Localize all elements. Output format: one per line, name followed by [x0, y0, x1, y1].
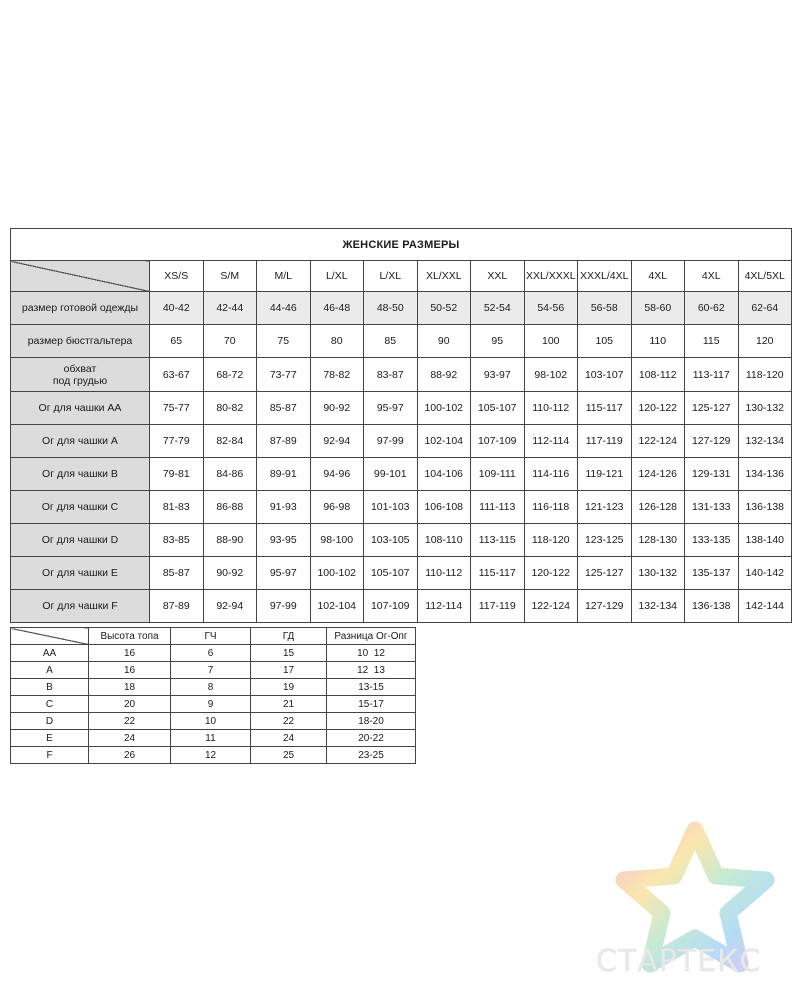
- table-cell: 84-86: [203, 458, 257, 491]
- table-cell: 92-94: [203, 590, 257, 623]
- table-cell: 104-106: [417, 458, 471, 491]
- size-header-cell: XXL: [471, 261, 525, 292]
- table-cell: 18: [89, 679, 171, 696]
- size-header-cell: XS/S: [150, 261, 204, 292]
- table-cell: 125-127: [578, 557, 632, 590]
- table-cell: 87-89: [257, 425, 311, 458]
- table-cell: 12: [171, 747, 251, 764]
- table-cell: 129-131: [685, 458, 739, 491]
- table-cell: 80: [310, 325, 364, 358]
- table-cell: 8: [171, 679, 251, 696]
- table-cell: 127-129: [578, 590, 632, 623]
- table-cell: 115: [685, 325, 739, 358]
- table-cell: 9: [171, 696, 251, 713]
- table-row: [11, 292, 792, 325]
- size-header-cell: S/M: [203, 261, 257, 292]
- row-label: Ог для чашки С: [11, 491, 150, 524]
- table-cell: 77-79: [150, 425, 204, 458]
- cup-label: C: [11, 696, 89, 713]
- table-cell: 88-90: [203, 524, 257, 557]
- table-cell: 22: [89, 713, 171, 730]
- table-cell: 42-44: [203, 292, 257, 325]
- table-cell: 50-52: [417, 292, 471, 325]
- table-cell: 96-98: [310, 491, 364, 524]
- table-row: [11, 679, 416, 696]
- table-row: [11, 325, 792, 358]
- table-cell: 68-72: [203, 358, 257, 392]
- table-cell: 95: [471, 325, 525, 358]
- table-cell: 26: [89, 747, 171, 764]
- table-cell: 107-109: [471, 425, 525, 458]
- table-cell: 107-109: [364, 590, 418, 623]
- table-cell: 83-87: [364, 358, 418, 392]
- table-cell: 142-144: [738, 590, 792, 623]
- table-cell: 105-107: [364, 557, 418, 590]
- table-cell: 89-91: [257, 458, 311, 491]
- cup-label: F: [11, 747, 89, 764]
- column-header: ГД: [251, 628, 327, 645]
- table-cell: 122-124: [631, 425, 685, 458]
- table-cell: 15-17: [327, 696, 416, 713]
- table-cell: 90-92: [203, 557, 257, 590]
- table-cell: 92-94: [310, 425, 364, 458]
- table-cell: 120-122: [631, 392, 685, 425]
- size-header-cell: M/L: [257, 261, 311, 292]
- table-row: [11, 392, 792, 425]
- table-cell: 65: [150, 325, 204, 358]
- cup-label: A: [11, 662, 89, 679]
- table-cell: 94-96: [310, 458, 364, 491]
- diagonal-header-cell: [11, 628, 89, 645]
- size-header-cell: 4XL: [685, 261, 739, 292]
- row-label: Ог для чашки В: [11, 458, 150, 491]
- table-row: [11, 662, 416, 679]
- table-cell: 122-124: [524, 590, 578, 623]
- table-cell: 85: [364, 325, 418, 358]
- table-cell: 100-102: [310, 557, 364, 590]
- table-cell: 97-99: [257, 590, 311, 623]
- table-cell: 80-82: [203, 392, 257, 425]
- table-cell: 102-104: [417, 425, 471, 458]
- table-cell: 13-15: [327, 679, 416, 696]
- table-cell: 85-87: [150, 557, 204, 590]
- table-cell: 15: [251, 645, 327, 662]
- table-cell: 86-88: [203, 491, 257, 524]
- size-header-cell: XXL/XXXL: [524, 261, 578, 292]
- table-cell: 134-136: [738, 458, 792, 491]
- table-cell: 22: [251, 713, 327, 730]
- table-cell: 113-115: [471, 524, 525, 557]
- table-cell: 70: [203, 325, 257, 358]
- table-row: [11, 358, 792, 392]
- table-cell: 19: [251, 679, 327, 696]
- size-header-cell: 4XL/5XL: [738, 261, 792, 292]
- table-cell: 116-118: [524, 491, 578, 524]
- table-cell: 110: [631, 325, 685, 358]
- table-cell: 115-117: [578, 392, 632, 425]
- table-cell: 119-121: [578, 458, 632, 491]
- size-header-cell: 4XL: [631, 261, 685, 292]
- table-cell: 62-64: [738, 292, 792, 325]
- table-cell: 97-99: [364, 425, 418, 458]
- table-row: [11, 524, 792, 557]
- table-cell: 130-132: [631, 557, 685, 590]
- table-cell: 128-130: [631, 524, 685, 557]
- row-label: размер бюстгальтера: [11, 325, 150, 358]
- table-row: [11, 590, 792, 623]
- table-cell: 136-138: [685, 590, 739, 623]
- table-cell: 140-142: [738, 557, 792, 590]
- table-cell: 102-104: [310, 590, 364, 623]
- table-cell: 101-103: [364, 491, 418, 524]
- table-cell: 52-54: [471, 292, 525, 325]
- table-cell: 106-108: [417, 491, 471, 524]
- table-cell: 58-60: [631, 292, 685, 325]
- table-cell: 10: [171, 713, 251, 730]
- table-cell: 98-100: [310, 524, 364, 557]
- table-cell: 93-95: [257, 524, 311, 557]
- table-cell: 95-97: [257, 557, 311, 590]
- table-cell: 6: [171, 645, 251, 662]
- cup-label: AA: [11, 645, 89, 662]
- table-cell: 25: [251, 747, 327, 764]
- table-cell: 114-116: [524, 458, 578, 491]
- table-cell: 75: [257, 325, 311, 358]
- table-cell: 127-129: [685, 425, 739, 458]
- table-cell: 105-107: [471, 392, 525, 425]
- table-cell: 100-102: [417, 392, 471, 425]
- row-label: Ог для чашки Е: [11, 557, 150, 590]
- table-title: ЖЕНСКИЕ РАЗМЕРЫ: [11, 229, 792, 261]
- table-cell: 24: [251, 730, 327, 747]
- table-cell: 16: [89, 645, 171, 662]
- table-cell: 73-77: [257, 358, 311, 392]
- table-cell: 18-20: [327, 713, 416, 730]
- table-cell: 112-114: [524, 425, 578, 458]
- table-cell: 81-83: [150, 491, 204, 524]
- table-cell: 138-140: [738, 524, 792, 557]
- table-row: [11, 747, 416, 764]
- table-cell: 108-112: [631, 358, 685, 392]
- table-cell: 23-25: [327, 747, 416, 764]
- table-cell: 98-102: [524, 358, 578, 392]
- table-cell: 110-112: [524, 392, 578, 425]
- column-header: ГЧ: [171, 628, 251, 645]
- table-row: [11, 730, 416, 747]
- table-cell: 132-134: [738, 425, 792, 458]
- table-cell: 115-117: [471, 557, 525, 590]
- table-row: [11, 425, 792, 458]
- table-cell: 125-127: [685, 392, 739, 425]
- table-cell: 78-82: [310, 358, 364, 392]
- table-cell: 54-56: [524, 292, 578, 325]
- cup-label: E: [11, 730, 89, 747]
- watermark-text: СТАРТЕКС: [596, 944, 762, 979]
- table-cell: 87-89: [150, 590, 204, 623]
- table-row: [11, 645, 416, 662]
- cup-label: D: [11, 713, 89, 730]
- row-label: Ог для чашки АА: [11, 392, 150, 425]
- size-header-cell: XL/XXL: [417, 261, 471, 292]
- table-cell: 136-138: [738, 491, 792, 524]
- row-label: обхват под грудью: [11, 358, 150, 392]
- table-cell: 95-97: [364, 392, 418, 425]
- table-cell: 90: [417, 325, 471, 358]
- table-cell: 112-114: [417, 590, 471, 623]
- table-cell: 44-46: [257, 292, 311, 325]
- size-header-cell: L/XL: [310, 261, 364, 292]
- table-cell: 20-22: [327, 730, 416, 747]
- table-cell: 16: [89, 662, 171, 679]
- table-row: [11, 696, 416, 713]
- table-row: [11, 713, 416, 730]
- table-cell: 40-42: [150, 292, 204, 325]
- table-cell: 132-134: [631, 590, 685, 623]
- row-label: размер готовой одежды: [11, 292, 150, 325]
- table-cell: 100: [524, 325, 578, 358]
- table-cell: 48-50: [364, 292, 418, 325]
- table-cell: 105: [578, 325, 632, 358]
- row-label: Ог для чашки D: [11, 524, 150, 557]
- table-cell: 63-67: [150, 358, 204, 392]
- table-row: [11, 491, 792, 524]
- table-cell: 12 13: [327, 662, 416, 679]
- table-cell: 124-126: [631, 458, 685, 491]
- table-cell: 56-58: [578, 292, 632, 325]
- table-cell: 121-123: [578, 491, 632, 524]
- size-header-cell: XXXL/4XL: [578, 261, 632, 292]
- table-cell: 83-85: [150, 524, 204, 557]
- table-cell: 120-122: [524, 557, 578, 590]
- table-cell: 135-137: [685, 557, 739, 590]
- table-cell: 82-84: [203, 425, 257, 458]
- table-cell: 110-112: [417, 557, 471, 590]
- table-cell: 21: [251, 696, 327, 713]
- table-cell: 111-113: [471, 491, 525, 524]
- table-cell: 118-120: [738, 358, 792, 392]
- table-cell: 79-81: [150, 458, 204, 491]
- table-cell: 123-125: [578, 524, 632, 557]
- table-cell: 126-128: [631, 491, 685, 524]
- table-row: [11, 557, 792, 590]
- table-cell: 99-101: [364, 458, 418, 491]
- table-cell: 17: [251, 662, 327, 679]
- table-cell: 133-135: [685, 524, 739, 557]
- cup-params-table: [10, 627, 416, 764]
- row-label: Ог для чашки F: [11, 590, 150, 623]
- table-cell: 117-119: [578, 425, 632, 458]
- table-cell: 130-132: [738, 392, 792, 425]
- table-cell: 118-120: [524, 524, 578, 557]
- size-header-cell: L/XL: [364, 261, 418, 292]
- diagonal-header-cell: [11, 261, 150, 292]
- table-cell: 88-92: [417, 358, 471, 392]
- table-cell: 85-87: [257, 392, 311, 425]
- table-cell: 113-117: [685, 358, 739, 392]
- table-cell: 108-110: [417, 524, 471, 557]
- row-label: Ог для чашки А: [11, 425, 150, 458]
- table-row: [11, 458, 792, 491]
- table-cell: 91-93: [257, 491, 311, 524]
- table-cell: 103-105: [364, 524, 418, 557]
- table-cell: 131-133: [685, 491, 739, 524]
- column-header: Разница Ог-Опг: [327, 628, 416, 645]
- table-cell: 109-111: [471, 458, 525, 491]
- table-cell: 46-48: [310, 292, 364, 325]
- column-header: Высота топа: [89, 628, 171, 645]
- table-cell: 90-92: [310, 392, 364, 425]
- table-cell: 60-62: [685, 292, 739, 325]
- table-cell: 117-119: [471, 590, 525, 623]
- cup-label: B: [11, 679, 89, 696]
- table-cell: 103-107: [578, 358, 632, 392]
- table-cell: 75-77: [150, 392, 204, 425]
- table-cell: 11: [171, 730, 251, 747]
- table-cell: 10 12: [327, 645, 416, 662]
- table-cell: 24: [89, 730, 171, 747]
- table-cell: 7: [171, 662, 251, 679]
- women-sizes-table: [10, 228, 792, 623]
- table-cell: 20: [89, 696, 171, 713]
- table-cell: 93-97: [471, 358, 525, 392]
- table-cell: 120: [738, 325, 792, 358]
